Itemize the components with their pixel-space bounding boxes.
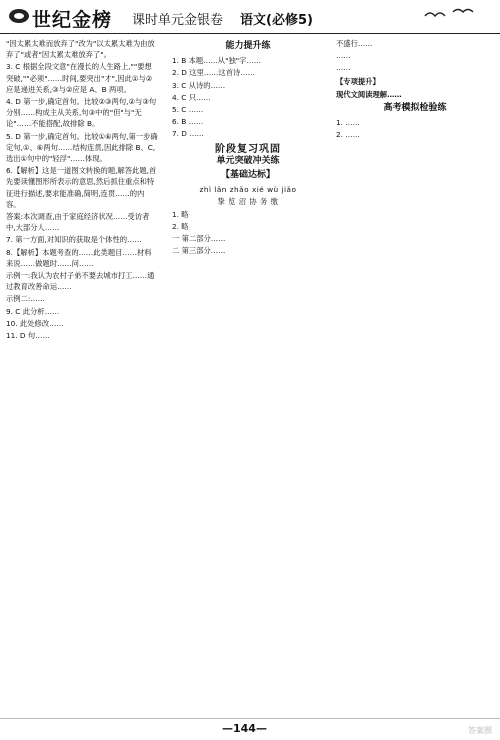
paragraph: 7. 第一方面,对知识的获取是个体性的……: [6, 235, 142, 245]
paragraph: 10. 此处修改……: [6, 318, 64, 328]
task-2: 2. 略: [172, 221, 189, 231]
right-column: [336, 38, 494, 704]
subject-title: 语文(必修5): [240, 13, 313, 28]
right-paragraphs: [336, 38, 494, 74]
middle-paragraphs: [172, 55, 324, 139]
logo-icon: [8, 5, 30, 27]
paragraph: 示例二:……: [6, 294, 45, 304]
watermark-text: 答案圈: [468, 726, 492, 735]
section-title-review: 阶段复习巩固: [215, 143, 281, 155]
middle-column: [172, 38, 324, 704]
badge-basic: 【基础达标】: [220, 170, 275, 181]
paragraph: 2. D 这里……这首诗……: [172, 68, 255, 78]
paragraph: 不盛行……: [336, 39, 373, 48]
section-title-exam: 高考模拟检验练: [383, 103, 447, 114]
brand-name: 世纪金榜: [32, 9, 113, 31]
hanzi-row: 挚 览 沼 协 务 缴: [217, 197, 279, 207]
paragraph: 6.【解析】这是一道图文转换的题,解答此题,首先要读懂图形所表示的意思,然后抓住重点和特征进行描述,要求能准确,简明,连贯……的内容。: [6, 166, 157, 209]
pinyin-row: zhì lǎn zhǎo xié wù jiǎo: [199, 185, 297, 195]
page-header: [0, 0, 500, 34]
paragraph: 6. B ……: [172, 117, 204, 127]
paragraph: 2. ……: [336, 130, 360, 140]
paragraph: "因太累太难而放弃了"改为"以太累太难为由放弃了"或者"因太累太难放弃了"。: [6, 39, 155, 60]
paragraph: 示例一:我认为农村子弟不要去城市打工……通过教育改善命运……: [6, 271, 155, 292]
section-title-ability: 能力提升练: [225, 41, 271, 51]
left-column: [6, 38, 158, 704]
birds-icon: [420, 4, 480, 22]
paragraph: 1. ……: [336, 118, 360, 128]
paragraph: 8.【解析】本题考查的……此类题目……材料来说……做题时……问……: [6, 247, 152, 268]
paragraph: 7. D ……: [172, 129, 204, 139]
middle-rest: [172, 233, 324, 256]
series-title: 课时单元金银卷: [132, 13, 224, 28]
task-1: 1. 略: [172, 209, 189, 219]
tag-special: 【专项提升】: [336, 76, 380, 86]
tag-special-title: 现代文阅读理解……: [336, 89, 402, 99]
right-more: [336, 117, 494, 140]
paragraph: 4. D 第一步,确定首句。比较②③两句,②与③句分别……构成主从关系,句③中的"但"与"无论"……不能搭配,故排除 B。: [6, 97, 157, 129]
paragraph: 一 第二部分……: [172, 234, 226, 244]
paragraph: 二 第三部分……: [172, 246, 226, 256]
page-number: —144—: [222, 722, 267, 735]
paragraph: 3. C 根据全段文意"在漫长的人生路上,""要想突破,""必须"……时间,要突出"才",因此①与②应是递进关系,③与②应是 A、B 两项。: [6, 62, 153, 94]
paragraph: 5. D 第一步,确定首句。比较①⑥两句,第一步确定句,①、⑥两句……结构连贯,因此排除 B、C,选出①句中的"轻浮"……体现。: [6, 131, 158, 164]
paragraph: 答案:本次调查,由于家庭经济状况……受访者中,大部分人……: [6, 212, 150, 233]
paragraph: 5. C ……: [172, 105, 204, 115]
paragraph: 3. C 从诗的……: [172, 80, 226, 90]
paragraph: 9. C 此分析……: [6, 306, 60, 316]
paragraph: 11. D 句……: [6, 331, 50, 341]
paragraph: ……: [336, 63, 351, 73]
section-subtitle: 单元突破冲关练: [216, 155, 280, 166]
paragraph: 4. C 只……: [172, 92, 211, 102]
watermark-stamp: [422, 712, 494, 736]
paragraph: 1. B 本题……从"独"字……: [172, 56, 261, 66]
paragraph: ……: [336, 51, 351, 61]
